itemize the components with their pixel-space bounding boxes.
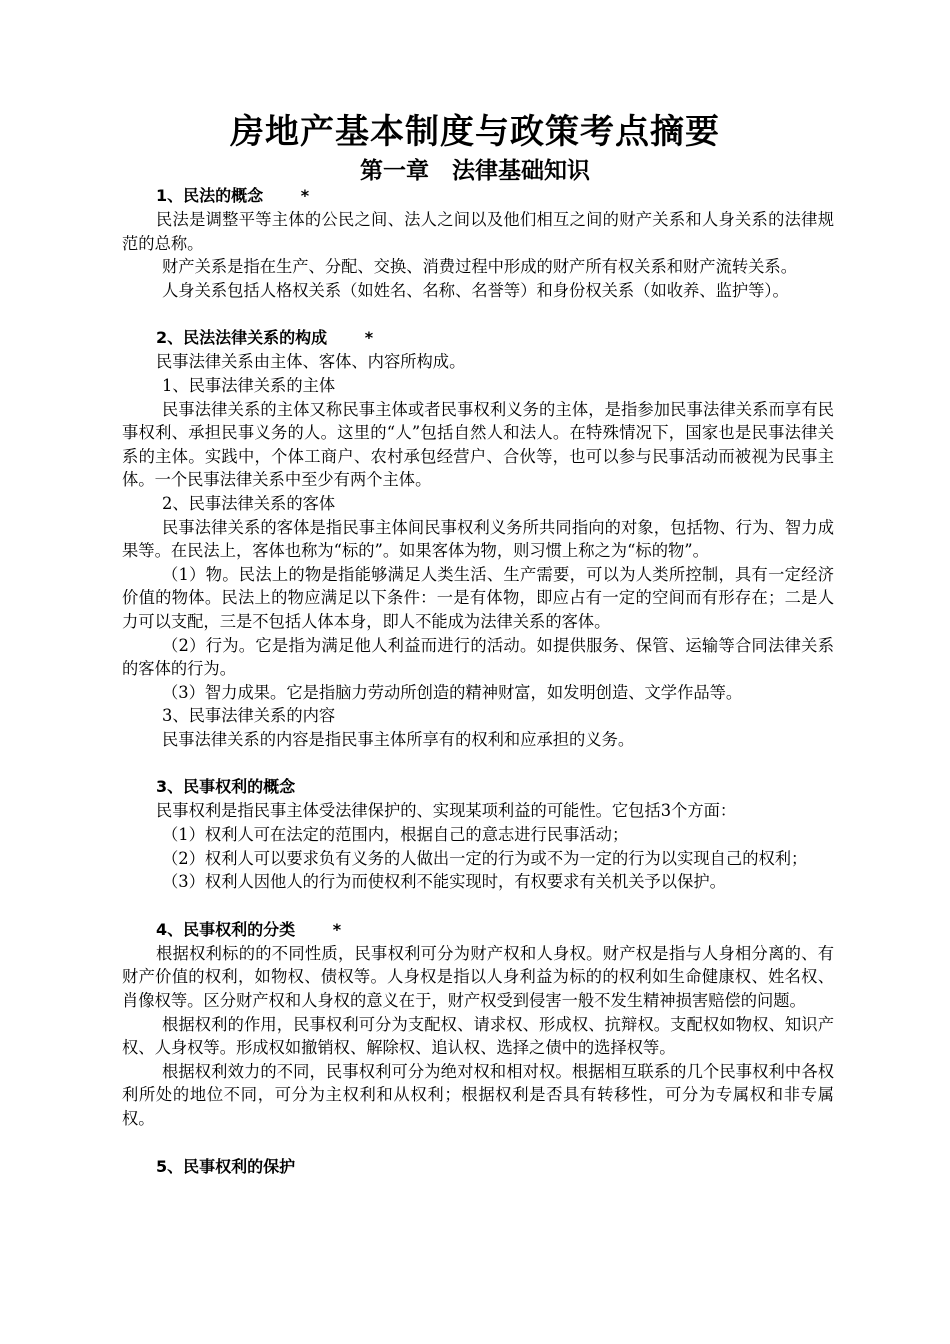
section-heading: 3、民事权利的概念	[156, 777, 296, 797]
paragraph: 民事权利是指民事主体受法律保护的、实现某项利益的可能性。它包括3个方面：	[156, 801, 737, 821]
paragraph: 根据权利效力的不同，民事权利可分为绝对权和相对权。根据相互联系的几个民事权利中各权利所处的地位不同，可分为主权利和从权利；根据权利是否具有转移性，可分为专属权和非专属权。	[122, 1061, 834, 1128]
subheading: 3、民事法律关系的内容	[162, 706, 336, 726]
section-heading: 1、民法的概念 *	[156, 186, 310, 205]
chapter-heading: 第一章 法律基础知识	[360, 158, 590, 184]
section-heading: 2、民法法律关系的构成 *	[156, 328, 374, 348]
paragraph: 财产关系是指在生产、分配、交换、消费过程中形成的财产所有权关系和财产流转关系。	[162, 257, 797, 277]
list-item: （3）智力成果。它是指脑力劳动所创造的精神财富，如发明创造、文学作品等。	[162, 682, 743, 702]
paragraph: 民事法律关系由主体、客体、内容所构成。	[156, 352, 466, 372]
document-title: 房地产基本制度与政策考点摘要	[230, 112, 720, 152]
list-item: （2）行为。它是指为满足他人利益而进行的活动。如提供服务、保管、运输等合同法律关系的客体的行为。	[122, 635, 834, 679]
list-item: （2）权利人可以要求负有义务的人做出一定的行为或不为一定的行为以实现自己的权利；	[162, 848, 808, 868]
subheading: 1、民事法律关系的主体	[162, 375, 336, 395]
paragraph: 人身关系包括人格权关系（如姓名、名称、名誉等）和身份权关系（如收养、监护等）。	[162, 280, 789, 300]
paragraph: 民法是调整平等主体的公民之间、法人之间以及他们相互之间的财产关系和人身关系的法律规范的总称。	[122, 210, 834, 253]
paragraph: 民事法律关系的内容是指民事主体所享有的权利和应承担的义务。	[162, 729, 635, 749]
paragraph: 根据权利的作用，民事权利可分为支配权、请求权、形成权、抗辩权。支配权如物权、知识产权、人身权等。形成权如撤销权、解除权、追认权、选择之债中的选择权等。	[122, 1014, 834, 1058]
subheading: 2、民事法律关系的客体	[162, 493, 336, 513]
list-item: （1）物。民法上的物是指能够满足人类生活、生产需要，可以为人类所控制，具有一定经济价值的物体。民法上的物应满足以下条件：一是有体物，即应占有一定的空间而有形存在；二是人力可以支配，三是不包括人体本身，即人不能成为法律关系的客体。	[122, 564, 834, 631]
paragraph: 民事法律关系的客体是指民事主体间民事权利义务所共同指向的对象，包括物、行为、智力成果等。在民法上，客体也称为“标的”。如果客体为物，则习惯上称之为“标的物”。	[122, 517, 834, 561]
section-heading: 4、民事权利的分类 *	[156, 919, 342, 939]
paragraph: 民事法律关系的主体又称民事主体或者民事权利义务的主体，是指参加民事法律关系而享有民事权利、承担民事义务的人。这里的“人”包括自然人和法人。在特殊情况下，国家也是民事法律关系的主体。实践中，个体工商户、农村承包经营户、合伙等，也可以参与民事活动而被视为民事主体。一个民事法律关系中至少有两个主体。	[122, 399, 834, 490]
list-item: （1）权利人可在法定的范围内，根据自己的意志进行民事活动；	[162, 825, 629, 845]
document-body	[122, 184, 834, 1179]
list-item: （3）权利人因他人的行为而使权利不能实现时，有权要求有关机关予以保护。	[162, 872, 726, 892]
section-heading: 5、民事权利的保护	[156, 1156, 296, 1176]
paragraph: 根据权利标的的不同性质，民事权利可分为财产权和人身权。财产权是指与人身相分离的、有财产价值的权利，如物权、债权等。人身权是指以人身利益为标的的权利如生命健康权、姓名权、肖像权等。区分财产权和人身权的意义在于，财产权受到侵害一般不发生精神损害赔偿的问题。	[122, 943, 834, 1011]
